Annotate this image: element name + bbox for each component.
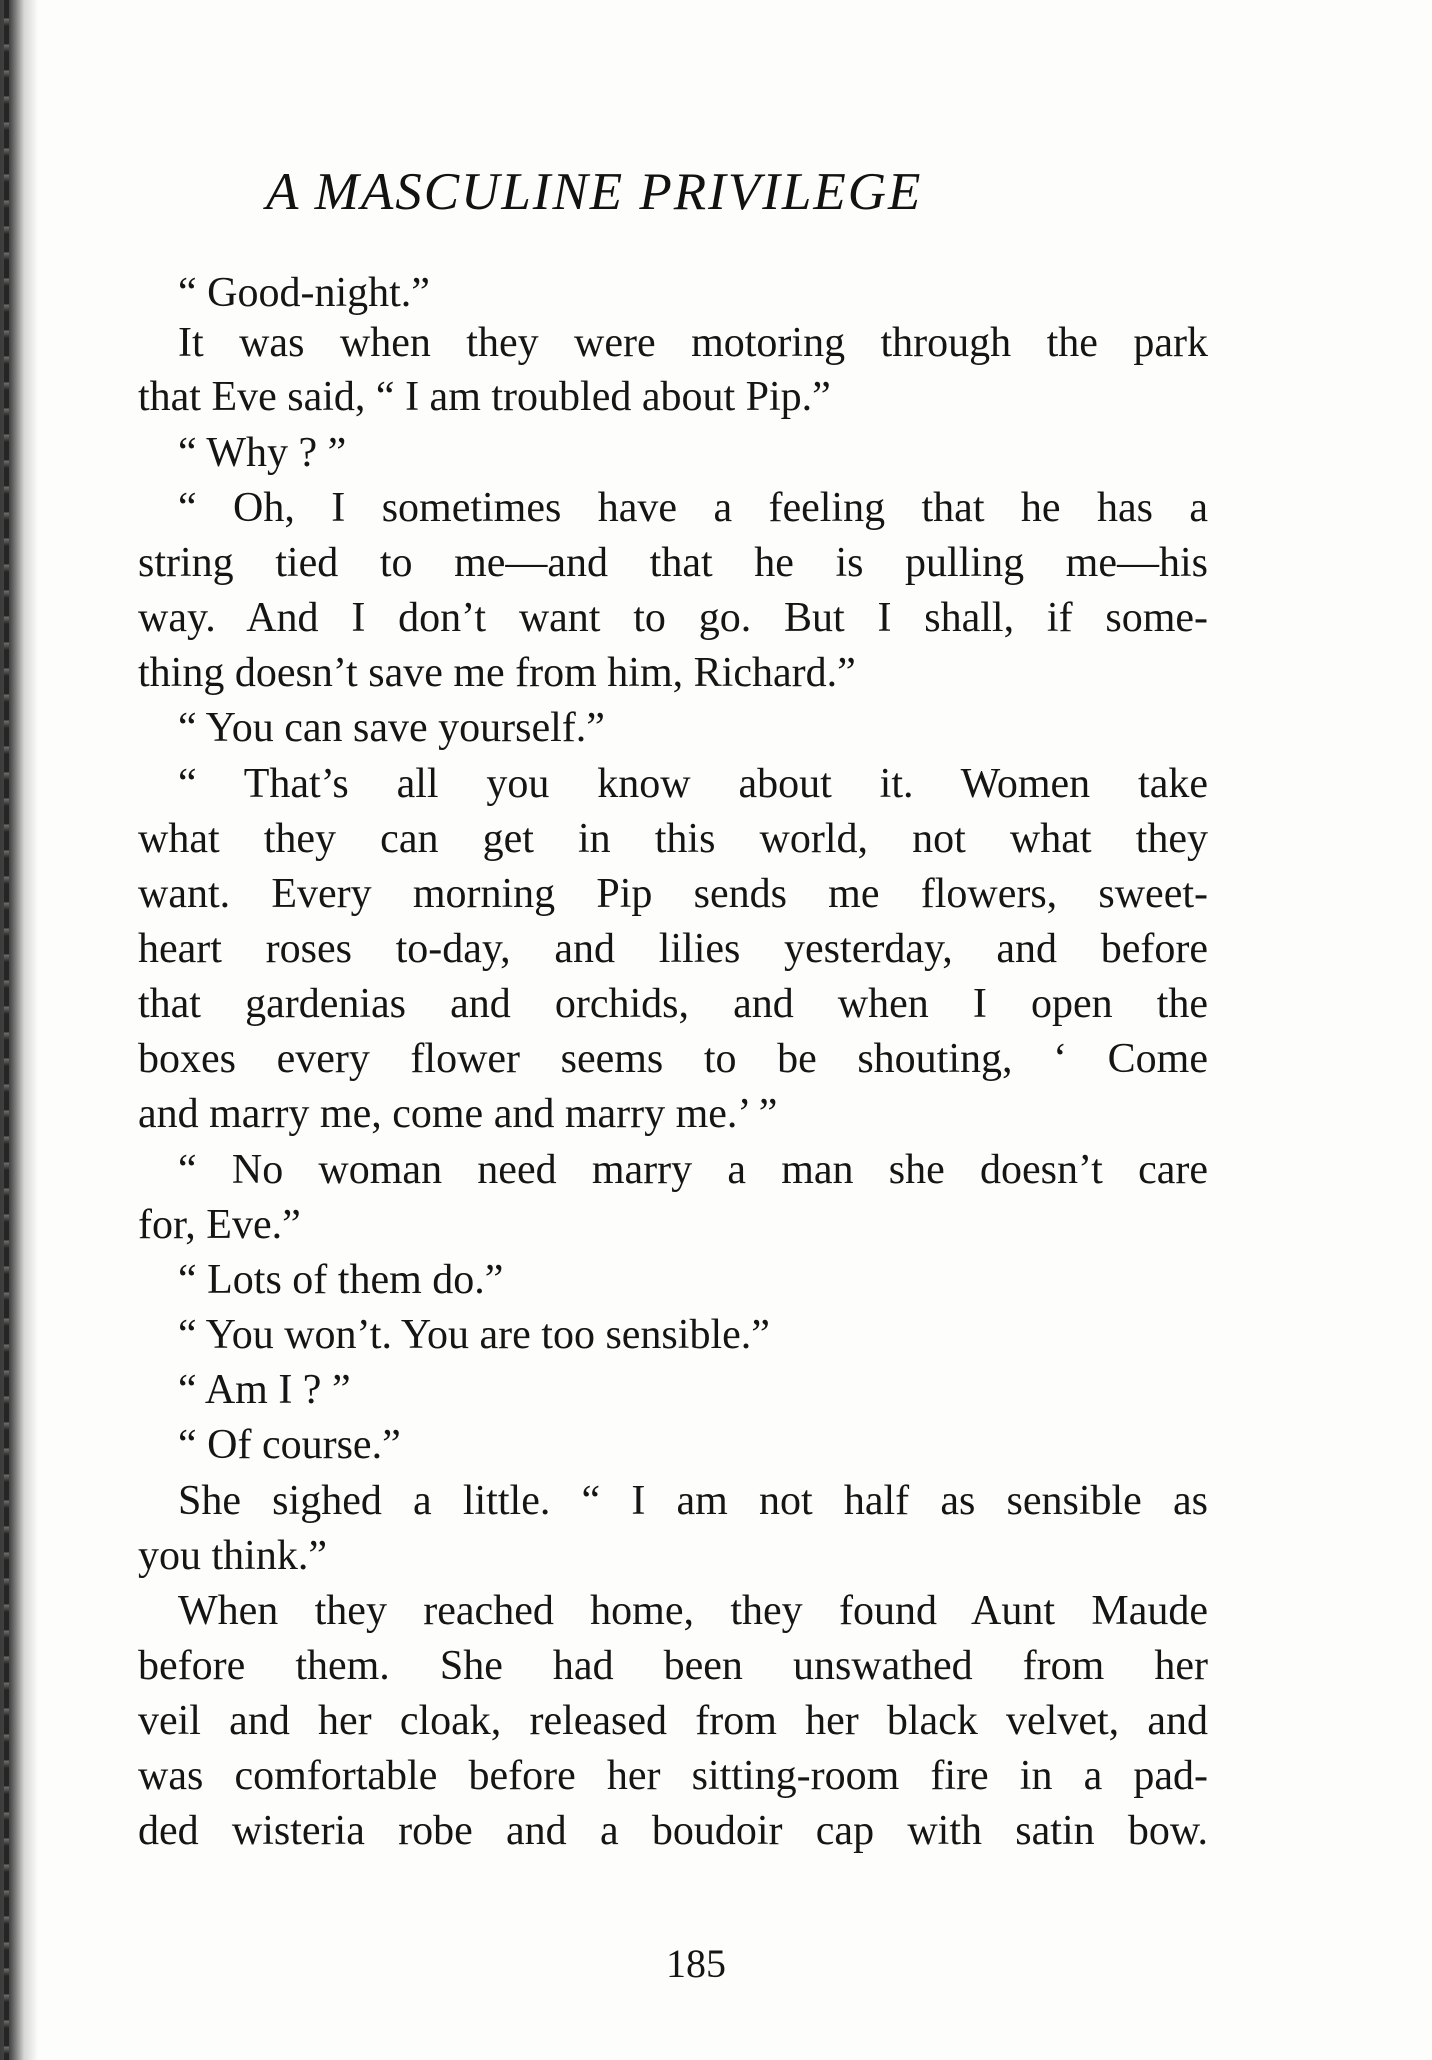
- text-line: “ Am I ? ”: [178, 1367, 351, 1413]
- text-line: way. And I don’t want to go. But I shall, if some-: [138, 595, 1208, 641]
- text-line: that gardenias and orchids, and when I open the: [138, 981, 1208, 1027]
- text-line: “ Lots of them do.”: [178, 1257, 504, 1303]
- text-line: was comfortable before her sitting-room fire in a pad-: [138, 1753, 1208, 1799]
- text-line: thing doesn’t save me from him, Richard.”: [138, 650, 856, 696]
- text-line: that Eve said, “ I am troubled about Pip.”: [138, 374, 831, 420]
- text-line: It was when they were motoring through the park: [178, 320, 1208, 366]
- binding-edge: [0, 0, 38, 2060]
- text-line: “ Of course.”: [178, 1422, 401, 1468]
- text-line: When they reached home, they found Aunt Maude: [178, 1588, 1208, 1634]
- text-line: before them. She had been unswathed from her: [138, 1643, 1208, 1689]
- running-head: A MASCULINE PRIVILEGE: [266, 163, 923, 221]
- text-line: ded wisteria robe and a boudoir cap with satin bow.: [138, 1808, 1208, 1854]
- text-line: string tied to me—and that he is pulling me—his: [138, 540, 1208, 586]
- text-line: boxes every flower seems to be shouting, ‘ Come: [138, 1036, 1208, 1082]
- text-line: heart roses to-day, and lilies yesterday, and before: [138, 926, 1208, 972]
- text-line: “ Good-night.”: [178, 270, 430, 316]
- text-line: “ You can save yourself.”: [178, 705, 605, 751]
- text-line: and marry me, come and marry me.’ ”: [138, 1091, 778, 1137]
- text-line: want. Every morning Pip sends me flowers, sweet-: [138, 871, 1208, 917]
- text-line: “ That’s all you know about it. Women take: [178, 761, 1208, 807]
- text-line: “ Why ? ”: [178, 430, 347, 476]
- text-line: She sighed a little. “ I am not half as sensible as: [178, 1478, 1208, 1524]
- text-line: what they can get in this world, not what they: [138, 816, 1208, 862]
- text-line: “ No woman need marry a man she doesn’t care: [178, 1147, 1208, 1193]
- text-line: “ You won’t. You are too sensible.”: [178, 1312, 770, 1358]
- text-line: for, Eve.”: [138, 1202, 301, 1248]
- text-line: “ Oh, I sometimes have a feeling that he has a: [178, 485, 1208, 531]
- text-line: you think.”: [138, 1533, 327, 1579]
- page-number: 185: [666, 1941, 726, 1986]
- text-line: veil and her cloak, released from her black velvet, and: [138, 1698, 1208, 1744]
